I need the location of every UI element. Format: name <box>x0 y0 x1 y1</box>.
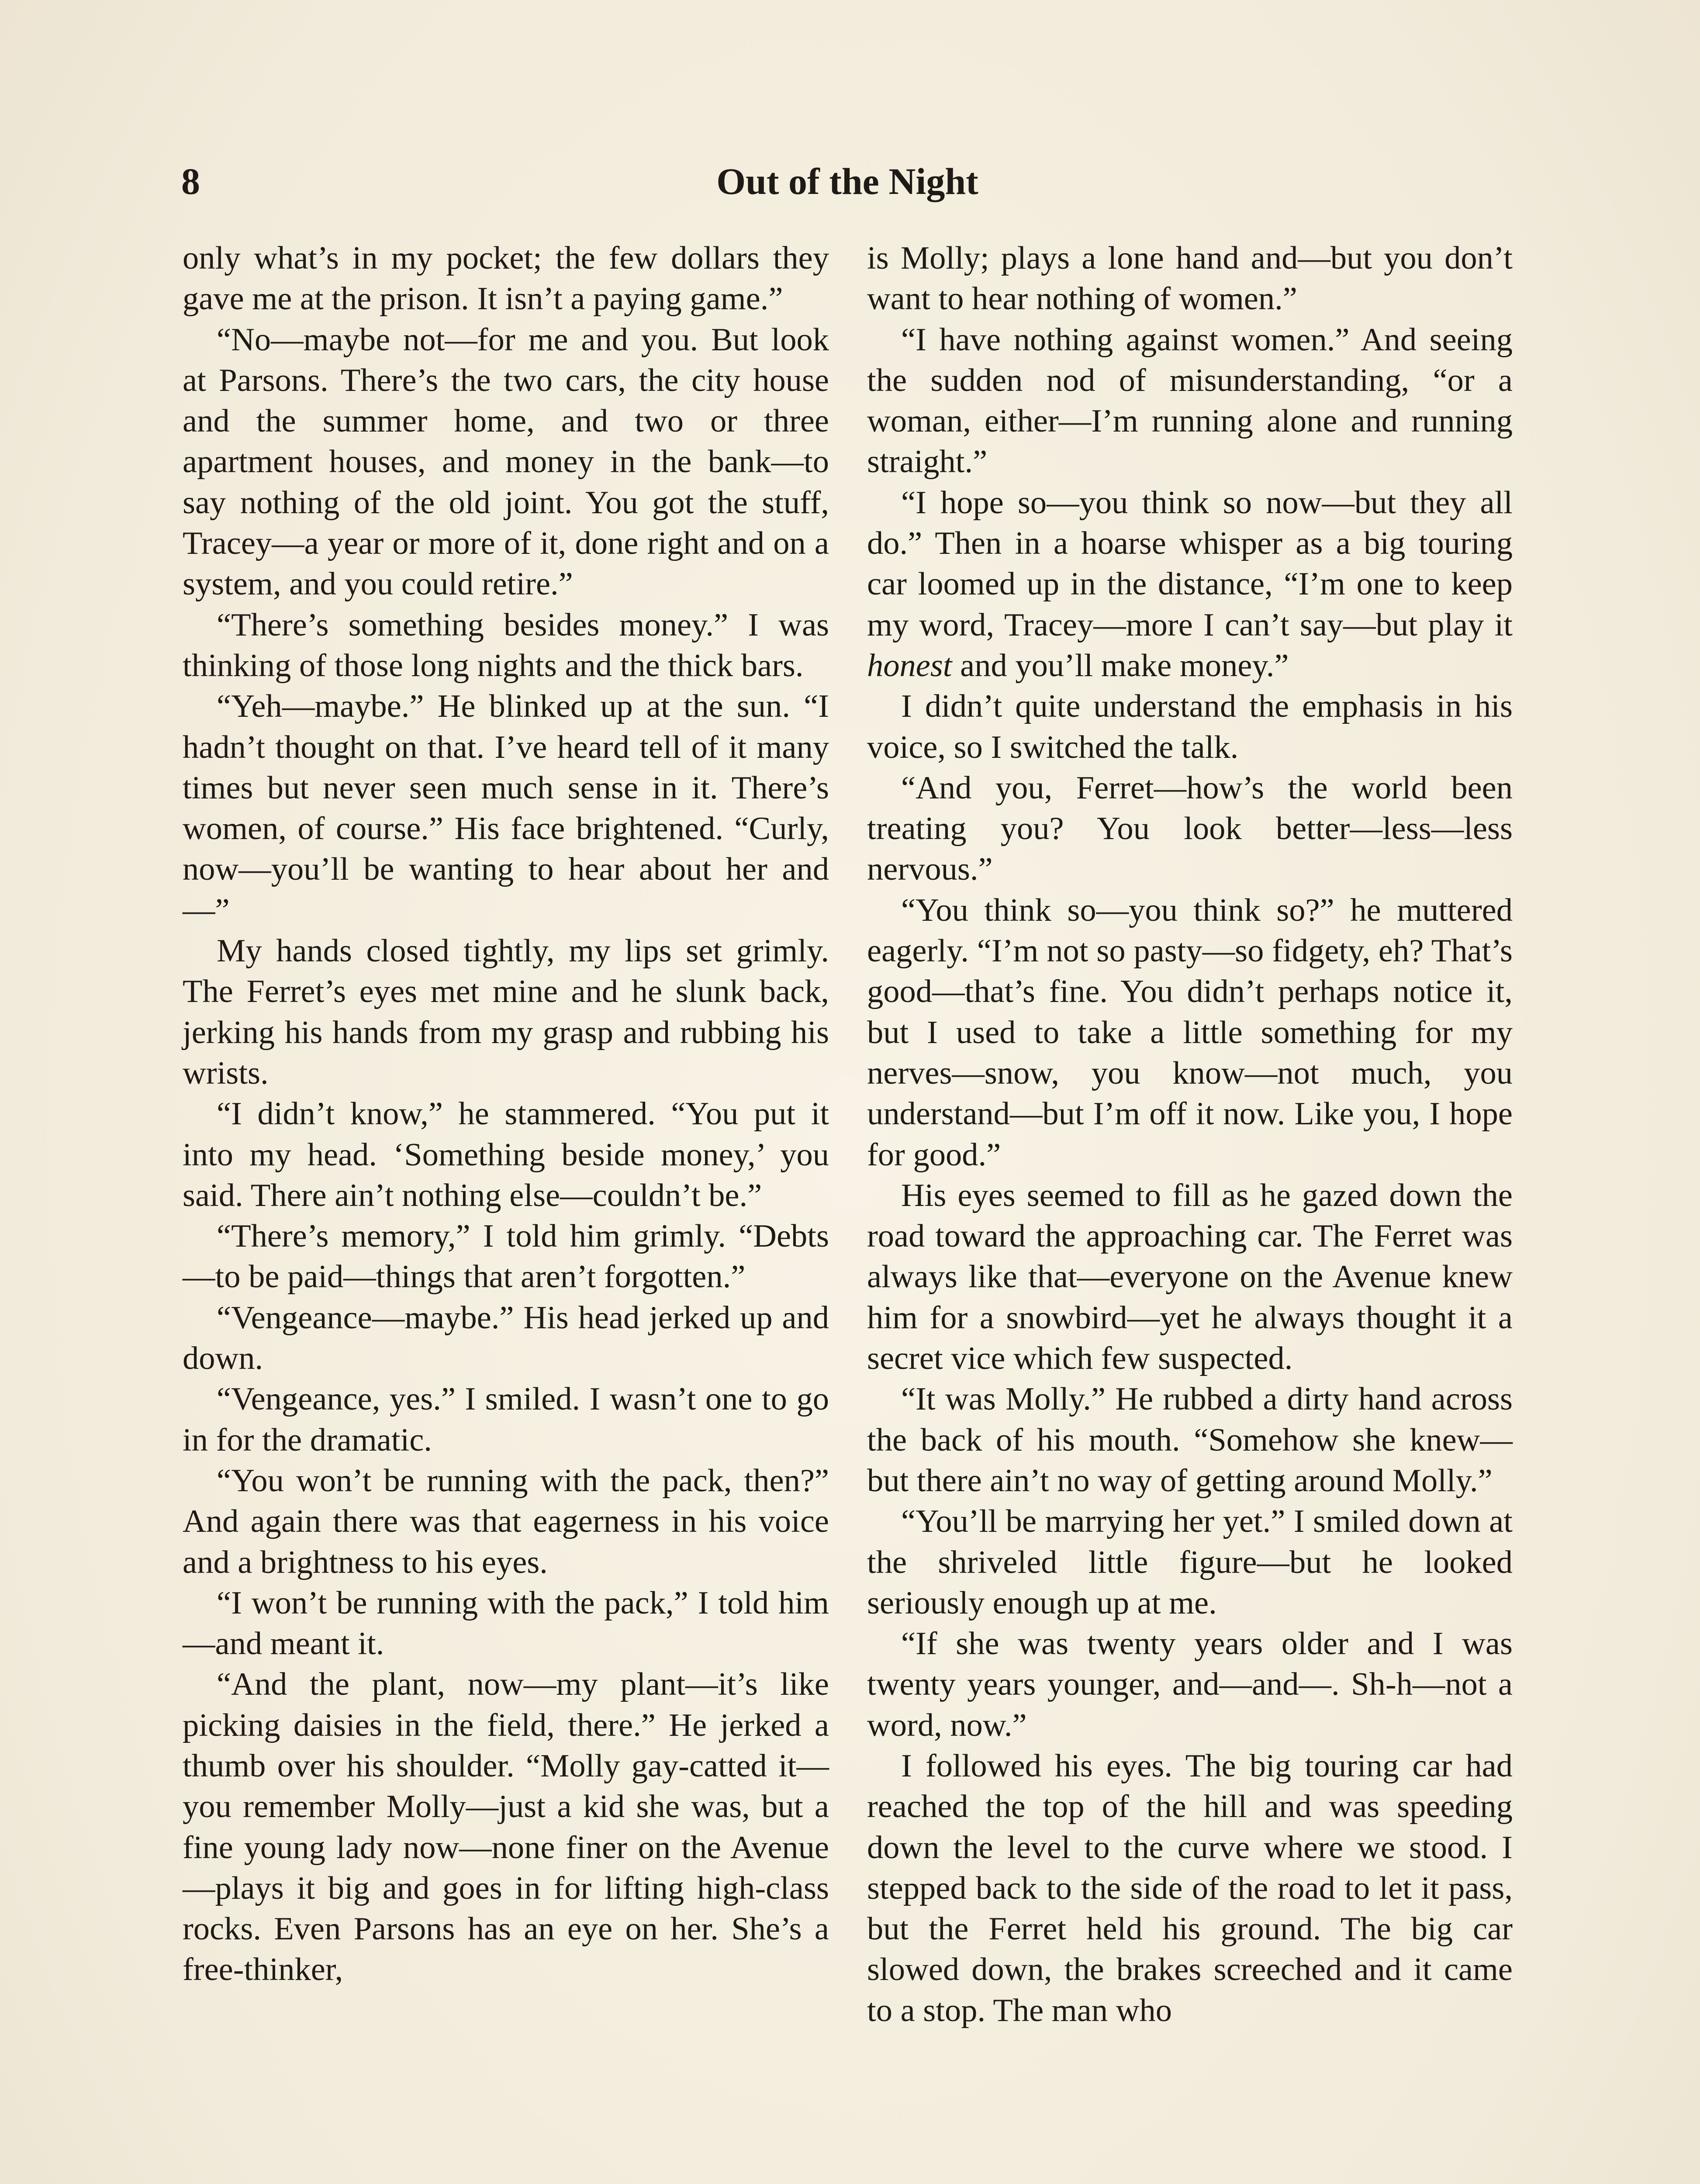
paragraph <box>183 1094 829 1216</box>
paragraph <box>183 1583 829 1665</box>
paragraph-text: “Vengeance, yes.” I smiled. I wasn’t one to go in for the dramatic. <box>183 1381 829 1458</box>
paragraph-text: “There’s something besides money.” I was thinking of those long nights and the thick bars. <box>183 607 829 684</box>
paragraph-text: I followed his eyes. The big touring car had reached the top of the hill and was speeding down the level to the curve where we stood. I stepped back to the side of the road to let it pass, but the Ferret held his ground. The big car slowed down, the brakes screeched and it came to a stop. The man who <box>867 1748 1513 2028</box>
paragraph-text: I didn’t quite understand the emphasis in his voice, so I switched the talk. <box>867 688 1513 765</box>
paragraph-text: “I won’t be running with the pack,” I told him—and meant it. <box>183 1585 829 1662</box>
paragraph-text: “There’s memory,” I told him grimly. “Debts—to be paid—things that aren’t forgotten.” <box>183 1218 829 1295</box>
emphasis-text: honest <box>867 647 952 684</box>
paragraph-text: “You won’t be running with the pack, then?” And again there was that eagerness in his voice and a brightness to his eyes. <box>183 1462 829 1580</box>
paragraph-tail-text: and you’ll make money.” <box>952 647 1289 684</box>
running-head <box>181 151 1513 212</box>
paragraph-text: “Yeh—maybe.” He blinked up at the sun. “I hadn’t thought on that. I’ve heard tell of it many times but never seen much sense in it. There’s women, of course.” His face brightened. “Curly, now—you’ll be wanting to hear about her and—” <box>183 688 829 928</box>
paragraph-text: “It was Molly.” He rubbed a dirty hand across the back of his mouth. “Somehow she knew—but there ain’t no way of getting around Molly.” <box>867 1381 1513 1499</box>
paragraph <box>867 483 1513 686</box>
paragraph-text: “You’ll be marrying her yet.” I smiled down at the shriveled little figure—but he looked seriously enough up at me. <box>867 1503 1513 1621</box>
paragraph-text: only what’s in my pocket; the few dollars they gave me at the prison. It isn’t a paying game.” <box>183 240 829 317</box>
paragraph-text: “I didn’t know,” he stammered. “You put it into my head. ‘Something beside money,’ you said. There ain’t nothing else—couldn’t be.” <box>183 1096 829 1213</box>
paragraph <box>867 686 1513 768</box>
paragraph-text: is Molly; plays a lone hand and—but you don’t want to hear nothing of women.” <box>867 240 1513 317</box>
paragraph <box>183 686 829 931</box>
paragraph <box>867 768 1513 890</box>
paragraph-text: “And the plant, now—my plant—it’s like picking daisies in the field, there.” He jerked a thumb over his shoulder. “Molly gay-catted it—you remember Molly—just a kid she was, but a fine young lady now—none finer on the Avenue—plays it big and goes in for lifting high-class rocks. Even Parsons has an eye on her. She’s a free-thinker, <box>183 1666 829 1988</box>
paragraph <box>183 605 829 687</box>
paragraph <box>867 890 1513 1175</box>
paragraph-text: “I hope so—you think so now—but they all do.” Then in a hoarse whisper as a big touring car loomed up in the distance, “I’m one to keep my word, Tracey—more I can’t say—but play it <box>867 484 1513 643</box>
paragraph <box>183 1298 829 1379</box>
right-column <box>867 238 1513 2031</box>
paragraph <box>183 1461 829 1583</box>
paragraph <box>867 1746 1513 2031</box>
paragraph-text: My hands closed tightly, my lips set grimly. The Ferret’s eyes met mine and he slunk back, jerking his hands from my grasp and rubbing his wrists. <box>183 933 829 1091</box>
paragraph <box>867 238 1513 320</box>
paragraph-text: “I have nothing against women.” And seeing the sudden nod of misunderstanding, “or a woman, either—I’m running alone and running straight.” <box>867 321 1513 480</box>
paragraph <box>183 1379 829 1461</box>
left-column <box>183 238 829 1990</box>
book-title: Out of the Night <box>716 160 978 202</box>
paragraph-text: “You think so—you think so?” he muttered eagerly. “I’m not so pasty—so fidgety, eh? That’s good—that’s fine. You didn’t perhaps notice it, but I used to take a little something for my nerves—snow, you know—not much, you understand—but I’m off it now. Like you, I hope for good.” <box>867 892 1513 1173</box>
paragraph <box>183 931 829 1094</box>
paragraph <box>867 1175 1513 1379</box>
paragraph <box>183 1216 829 1298</box>
paragraph <box>867 320 1513 483</box>
paragraph-text: “If she was twenty years older and I was twenty years younger, and—and—. Sh-h—not a word, now.” <box>867 1626 1513 1743</box>
paragraph-text: “And you, Ferret—how’s the world been treating you? You look better—less—less nervous.” <box>867 770 1513 888</box>
paragraph-text: His eyes seemed to fill as he gazed down the road toward the approaching car. The Ferret was always like that—everyone on the Avenue knew him for a snowbird—yet he always thought it a secret vice which few suspected. <box>867 1177 1513 1377</box>
paragraph-text: “Vengeance—maybe.” His head jerked up and down. <box>183 1299 829 1377</box>
paragraph <box>183 1664 829 1990</box>
paragraph <box>183 320 829 605</box>
paragraph <box>183 238 829 320</box>
paragraph <box>867 1501 1513 1624</box>
page-number: 8 <box>181 160 200 202</box>
paragraph <box>867 1624 1513 1746</box>
paragraph <box>867 1379 1513 1501</box>
paragraph-text: “No—maybe not—for me and you. But look at Parsons. There’s the two cars, the city house and the summer home, and two or three apartment houses, and money in the bank—to say nothing of the old joint. You got the stuff, Tracey—a year or more of it, done right and on a system, and you could retire.” <box>183 321 829 602</box>
